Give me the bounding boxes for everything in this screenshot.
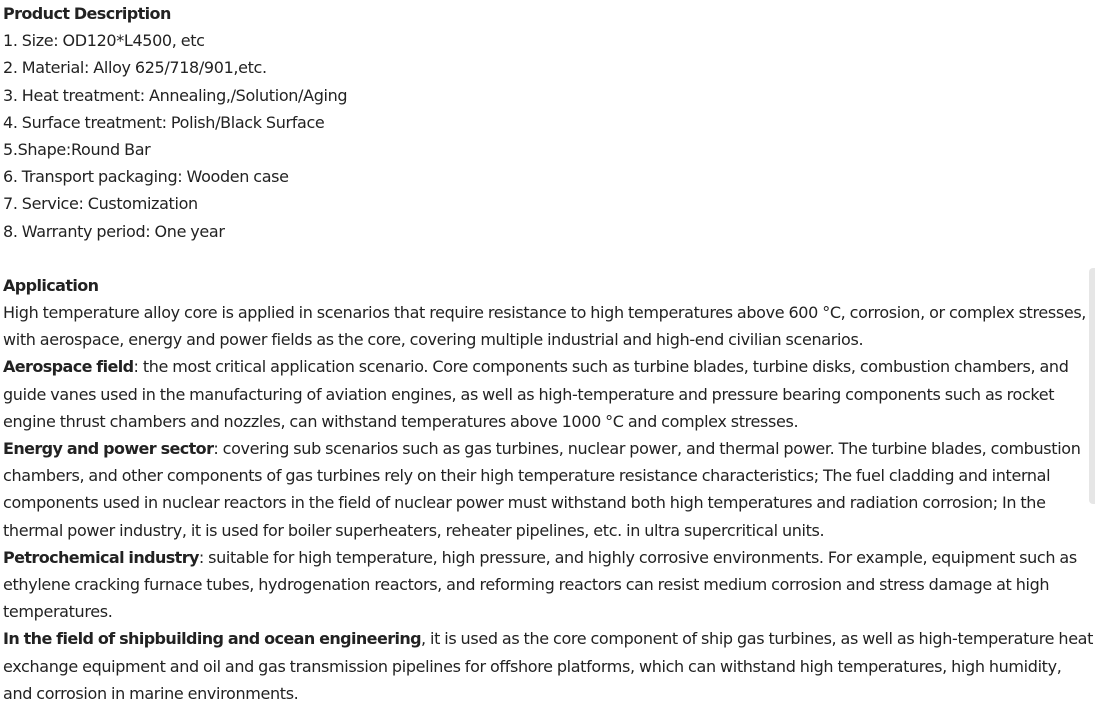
- spec-item-heat-treatment: 3. Heat treatment: Annealing,/Solution/Aging: [3, 85, 348, 105]
- section-spacer: [3, 245, 1095, 272]
- spec-item-packaging: 6. Transport packaging: Wooden case: [3, 167, 289, 187]
- spec-item-service: 7. Service: Customization: [3, 194, 198, 214]
- shipbuilding-lead: In the field of shipbuilding and ocean engineering: [3, 629, 422, 649]
- energy-text: : covering sub scenarios such as gas turbines, nuclear power, and thermal power. The turbine blades, combustion: [213, 439, 1081, 458]
- shipbuilding-paragraph-line: [3, 625, 1095, 652]
- petrochemical-paragraph-line: ethylene cracking furnace tubes, hydrogenation reactors, and reforming reactors can resist medium corrosion and stress damage at high: [3, 574, 1050, 594]
- spec-item-material: 2. Material: Alloy 625/718/901,etc.: [3, 58, 267, 78]
- spec-item-warranty: 8. Warranty period: One year: [3, 221, 225, 241]
- side-scroll-edge[interactable]: [1089, 268, 1095, 504]
- petrochemical-lead: Petrochemical industry: [3, 547, 199, 567]
- product-description-heading: Product Description: [3, 4, 171, 23]
- energy-paragraph-line: components used in nuclear reactors in the field of nuclear power must withstand both high temperatures and radiation corrosion; In the: [3, 493, 1046, 513]
- aerospace-lead: Aerospace field: [3, 357, 134, 377]
- application-heading: Application: [3, 275, 99, 295]
- spec-item-shape: 5.Shape:Round Bar: [3, 139, 151, 159]
- energy-paragraph-line: [3, 435, 1095, 462]
- aerospace-paragraph-line: guide vanes used in the manufacturing of aviation engines, as well as high-temperature and pressure bearing components such as rocket: [3, 384, 1055, 404]
- aerospace-paragraph-line: engine thrust chambers and nozzles, can withstand temperatures above 1000 °C and complex stresses.: [3, 411, 799, 431]
- product-content: [3, 0, 1095, 705]
- energy-paragraph-line: chambers, and other components of gas turbines rely on their high temperature resistance characteristics; The fuel cladding and internal: [3, 466, 1051, 486]
- energy-lead: Energy and power sector: [3, 439, 214, 458]
- petrochemical-paragraph-line: [3, 544, 1095, 571]
- petrochemical-text: : suitable for high temperature, high pressure, and highly corrosive environments. For example, equipment such as: [198, 547, 1077, 567]
- application-intro-line: High temperature alloy core is applied in scenarios that require resistance to high temperatures above 600 °C, corrosion, or complex stresses,: [3, 303, 1087, 323]
- aerospace-paragraph-line: [3, 353, 1095, 380]
- aerospace-text: : the most critical application scenario. Core components such as turbine blades, turbine disks, combustion chambers, and: [133, 357, 1069, 377]
- shipbuilding-text: , it is used as the core component of ship gas turbines, as well as high-temperature heat: [421, 629, 1094, 649]
- energy-paragraph-line: thermal power industry, it is used for boiler superheaters, reheater pipelines, etc. in ultra supercritical units.: [3, 520, 825, 540]
- shipbuilding-paragraph-line: and corrosion in marine environments.: [3, 683, 299, 703]
- petrochemical-paragraph-line: temperatures.: [3, 602, 113, 622]
- spec-item-surface-treatment: 4. Surface treatment: Polish/Black Surface: [3, 112, 325, 132]
- shipbuilding-paragraph-line: exchange equipment and oil and gas transmission pipelines for offshore platforms, which can withstand high temperatures, high humidity,: [3, 656, 1062, 676]
- application-intro-line: with aerospace, energy and power fields as the core, covering multiple industrial and high-end civilian scenarios.: [3, 330, 864, 350]
- spec-item-size: 1. Size: OD120*L4500, etc: [3, 31, 205, 51]
